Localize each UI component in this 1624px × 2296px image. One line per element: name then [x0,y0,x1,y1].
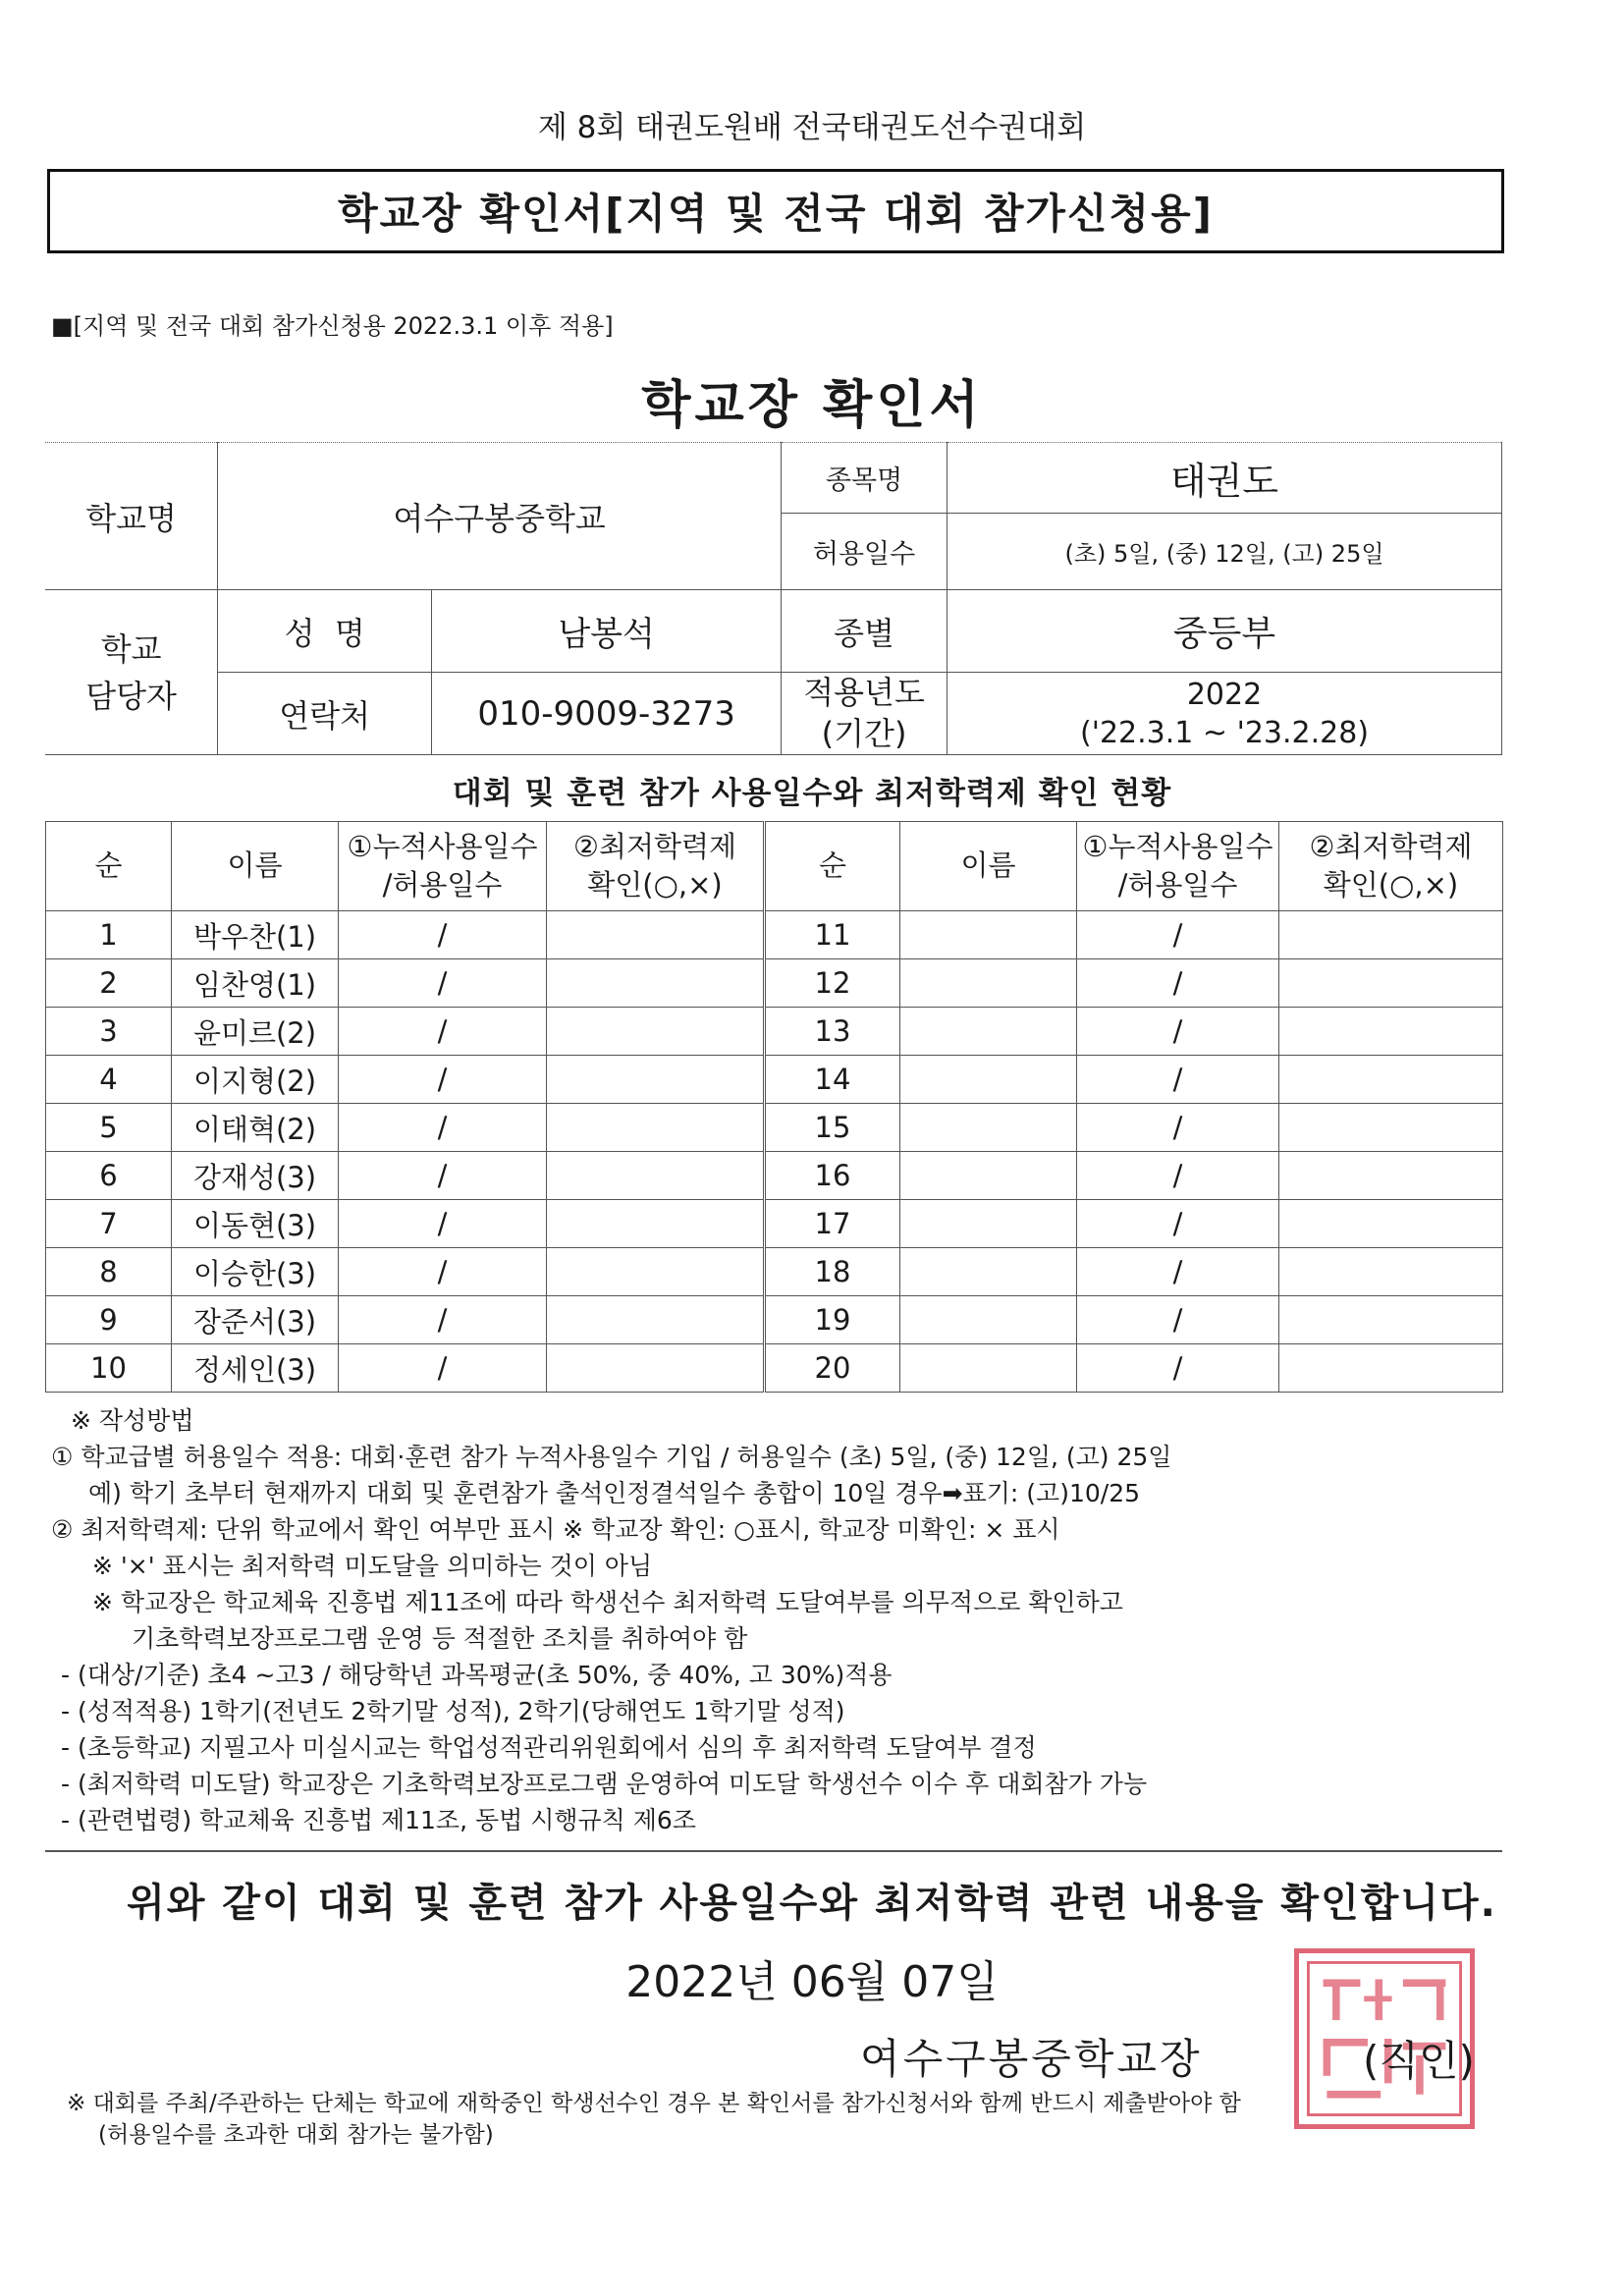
student-academic-check [547,1296,765,1344]
note-line: ① 학교급별 허용일수 적용: 대회·훈련 참가 누적사용일수 기입 / 허용일수 (초) 5일, (중) 12일, (고) 25일 [51,1443,1172,1471]
student-name [900,1200,1077,1248]
note-line: ※ '×' 표시는 최저학력 미도달을 의미하는 것이 아님 [92,1552,653,1580]
table-row [46,1200,1503,1248]
contact-value: 010-9009-3273 [432,673,782,755]
student-academic-check [547,1008,765,1056]
year-label: 적용년도 (기간) [782,673,947,755]
student-no: 14 [765,1056,900,1104]
table-row [46,1296,1503,1344]
student-days: / [339,1248,547,1296]
student-days: / [1077,1008,1279,1056]
student-academic-check [1279,1104,1503,1152]
student-no: 17 [765,1200,900,1248]
student-academic-check [547,1152,765,1200]
student-academic-check [1279,959,1503,1008]
student-days: / [339,1296,547,1344]
student-no: 2 [46,959,172,1008]
student-days: / [339,1200,547,1248]
student-days: / [339,1008,547,1056]
student-days: / [1077,1056,1279,1104]
student-days: / [339,1344,547,1393]
student-no: 13 [765,1008,900,1056]
student-name: 이지형(2) [172,1056,339,1104]
student-name [900,1152,1077,1200]
student-days: / [1077,1104,1279,1152]
student-days: / [339,1056,547,1104]
student-no: 11 [765,911,900,959]
header-no: 순 [765,822,900,911]
student-name [900,1248,1077,1296]
note-line: - (대상/기준) 초4 ~고3 / 해당학년 과목평균(초 50%, 중 40%, 고 30%)적용 [61,1661,893,1689]
note-line: ② 최저학력제: 단위 학교에서 확인 여부만 표시 ※ 학교장 확인: ○표시, 학교장 미확인: × 표시 [51,1515,1060,1544]
student-no: 9 [46,1296,172,1344]
note-line: 기초학력보장프로그램 운영 등 적절한 조치를 취하여야 함 [132,1624,748,1653]
header-days: ①누적사용일수 /허용일수 [1077,822,1279,911]
principal-name: 여수구봉중학교장 [860,2035,1203,2083]
student-days: / [1077,1296,1279,1344]
allowed-days-label: 허용일수 [782,514,947,590]
student-name [900,1008,1077,1056]
student-days: / [1077,959,1279,1008]
table-row [46,911,1503,959]
student-no: 10 [46,1344,172,1393]
note-line: ※ 학교장은 학교체육 진흥법 제11조에 따라 학생선수 최저학력 도달여부를 의무적으로 확인하고 [92,1588,1123,1616]
divider [45,1850,1502,1852]
student-no: 15 [765,1104,900,1152]
student-no: 16 [765,1152,900,1200]
student-days: / [1077,911,1279,959]
notes-heading: ※ 작성방법 [71,1406,194,1435]
table-row [46,1056,1503,1104]
footnote-line: ※ 대회를 주최/주관하는 단체는 학교에 재학중인 학생선수인 경우 본 확인서를 참가신청서와 함께 반드시 제출받아야 함 [67,2091,1241,2116]
student-academic-check [1279,911,1503,959]
student-name [900,959,1077,1008]
footnote [67,2088,1490,2151]
header-academic: ②최저학력제 확인(○,×) [547,822,765,911]
table-row [46,1104,1503,1152]
year-value: 2022 ('22.3.1 ~ '23.2.28) [947,673,1502,755]
student-no: 3 [46,1008,172,1056]
sport-value: 태권도 [947,443,1502,514]
student-no: 1 [46,911,172,959]
student-academic-check [547,1248,765,1296]
header-name: 이름 [172,822,339,911]
student-academic-check [547,1104,765,1152]
table-row [46,1152,1503,1200]
student-no: 8 [46,1248,172,1296]
student-name: 임찬영(1) [172,959,339,1008]
student-name: 강재성(3) [172,1152,339,1200]
table-row [46,959,1503,1008]
student-no: 19 [765,1296,900,1344]
note-line: - (관련법령) 학교체육 진흥법 제11조, 동법 시행규칙 제6조 [61,1806,696,1834]
students-header-row [46,822,1503,911]
student-days: / [1077,1152,1279,1200]
student-days: / [1077,1200,1279,1248]
manager-name-label: 성 명 [218,590,432,673]
note-line: - (초등학교) 지필고사 미실시교는 학업성적관리위원회에서 심의 후 최저학력 도달여부 결정 [61,1733,1037,1762]
student-name [900,1104,1077,1152]
form-title: 학교장 확인서 [641,376,983,435]
student-name: 이태혁(2) [172,1104,339,1152]
note-line: - (성적적용) 1학기(전년도 2학기말 성적), 2학기(당해연도 1학기말 성적) [61,1697,845,1725]
student-name: 윤미르(2) [172,1008,339,1056]
note-line: 예) 학기 초부터 현재까지 대회 및 훈련참가 출석인정결석일수 총합이 10일 경우➡표기: (고)10/25 [88,1479,1141,1507]
student-no: 20 [765,1344,900,1393]
student-academic-check [1279,1344,1503,1393]
division-value: 중등부 [947,590,1502,673]
writing-instructions [51,1402,1563,1838]
student-no: 4 [46,1056,172,1104]
student-days: / [339,911,547,959]
note-line: - (최저학력 미도달) 학교장은 기초학력보장프로그램 운영하여 미도달 학생선수 이수 후 대회참가 가능 [61,1770,1148,1798]
student-no: 7 [46,1200,172,1248]
table-row [46,1008,1503,1056]
footnote-line: (허용일수를 초과한 대회 참가는 불가함) [98,2122,494,2148]
student-academic-check [547,1344,765,1393]
student-academic-check [547,1056,765,1104]
student-days: / [339,1152,547,1200]
student-name: 장준서(3) [172,1296,339,1344]
school-name-value: 여수구봉중학교 [218,443,782,590]
student-name: 이승한(3) [172,1248,339,1296]
table-row [46,1344,1503,1393]
student-days: / [339,959,547,1008]
student-academic-check [1279,1200,1503,1248]
issue-date: 2022년 06월 07일 [625,1957,999,2007]
student-name: 이동현(3) [172,1200,339,1248]
student-name [900,1296,1077,1344]
student-days: / [1077,1248,1279,1296]
header-days: ①누적사용일수 /허용일수 [339,822,547,911]
student-days: / [1077,1344,1279,1393]
applicability-note: ■[지역 및 전국 대회 참가신청용 2022.3.1 이후 적용] [51,312,614,340]
header-no: 순 [46,822,172,911]
student-academic-check [1279,1152,1503,1200]
table-row [46,1248,1503,1296]
manager-label: 학교 담당자 [45,590,218,755]
header-name: 이름 [900,822,1077,911]
contact-label: 연락처 [218,673,432,755]
student-name [900,911,1077,959]
student-no: 6 [46,1152,172,1200]
confirmation-statement: 위와 같이 대회 및 훈련 참가 사용일수와 최저학력 관련 내용을 확인합니다. [127,1881,1497,1926]
student-name [900,1056,1077,1104]
student-no: 5 [46,1104,172,1152]
student-academic-check [547,959,765,1008]
section-title: 대회 및 훈련 참가 사용일수와 최저학력제 확인 현황 [452,776,1172,811]
school-name-label: 학교명 [45,443,218,590]
student-name: 정세인(3) [172,1344,339,1393]
student-academic-check [547,1200,765,1248]
header-academic: ②최저학력제 확인(○,×) [1279,822,1503,911]
student-name [900,1344,1077,1393]
seal-label: (직인) [1363,2037,1475,2085]
student-academic-check [1279,1296,1503,1344]
manager-name-value: 남봉석 [432,590,782,673]
student-academic-check [547,911,765,959]
student-no: 12 [765,959,900,1008]
school-info-table [45,442,1502,755]
student-name: 박우찬(1) [172,911,339,959]
student-academic-check [1279,1248,1503,1296]
students-table [45,821,1503,1393]
student-days: / [339,1104,547,1152]
allowed-days-value: (초) 5일, (중) 12일, (고) 25일 [947,514,1502,590]
main-title: 학교장 확인서[지역 및 전국 대회 참가신청용] [47,169,1504,253]
student-no: 18 [765,1248,900,1296]
student-academic-check [1279,1056,1503,1104]
event-title: 제 8회 태권도원배 전국태권도선수권대회 [537,110,1087,145]
student-academic-check [1279,1008,1503,1056]
sport-label: 종목명 [782,443,947,514]
division-label: 종별 [782,590,947,673]
